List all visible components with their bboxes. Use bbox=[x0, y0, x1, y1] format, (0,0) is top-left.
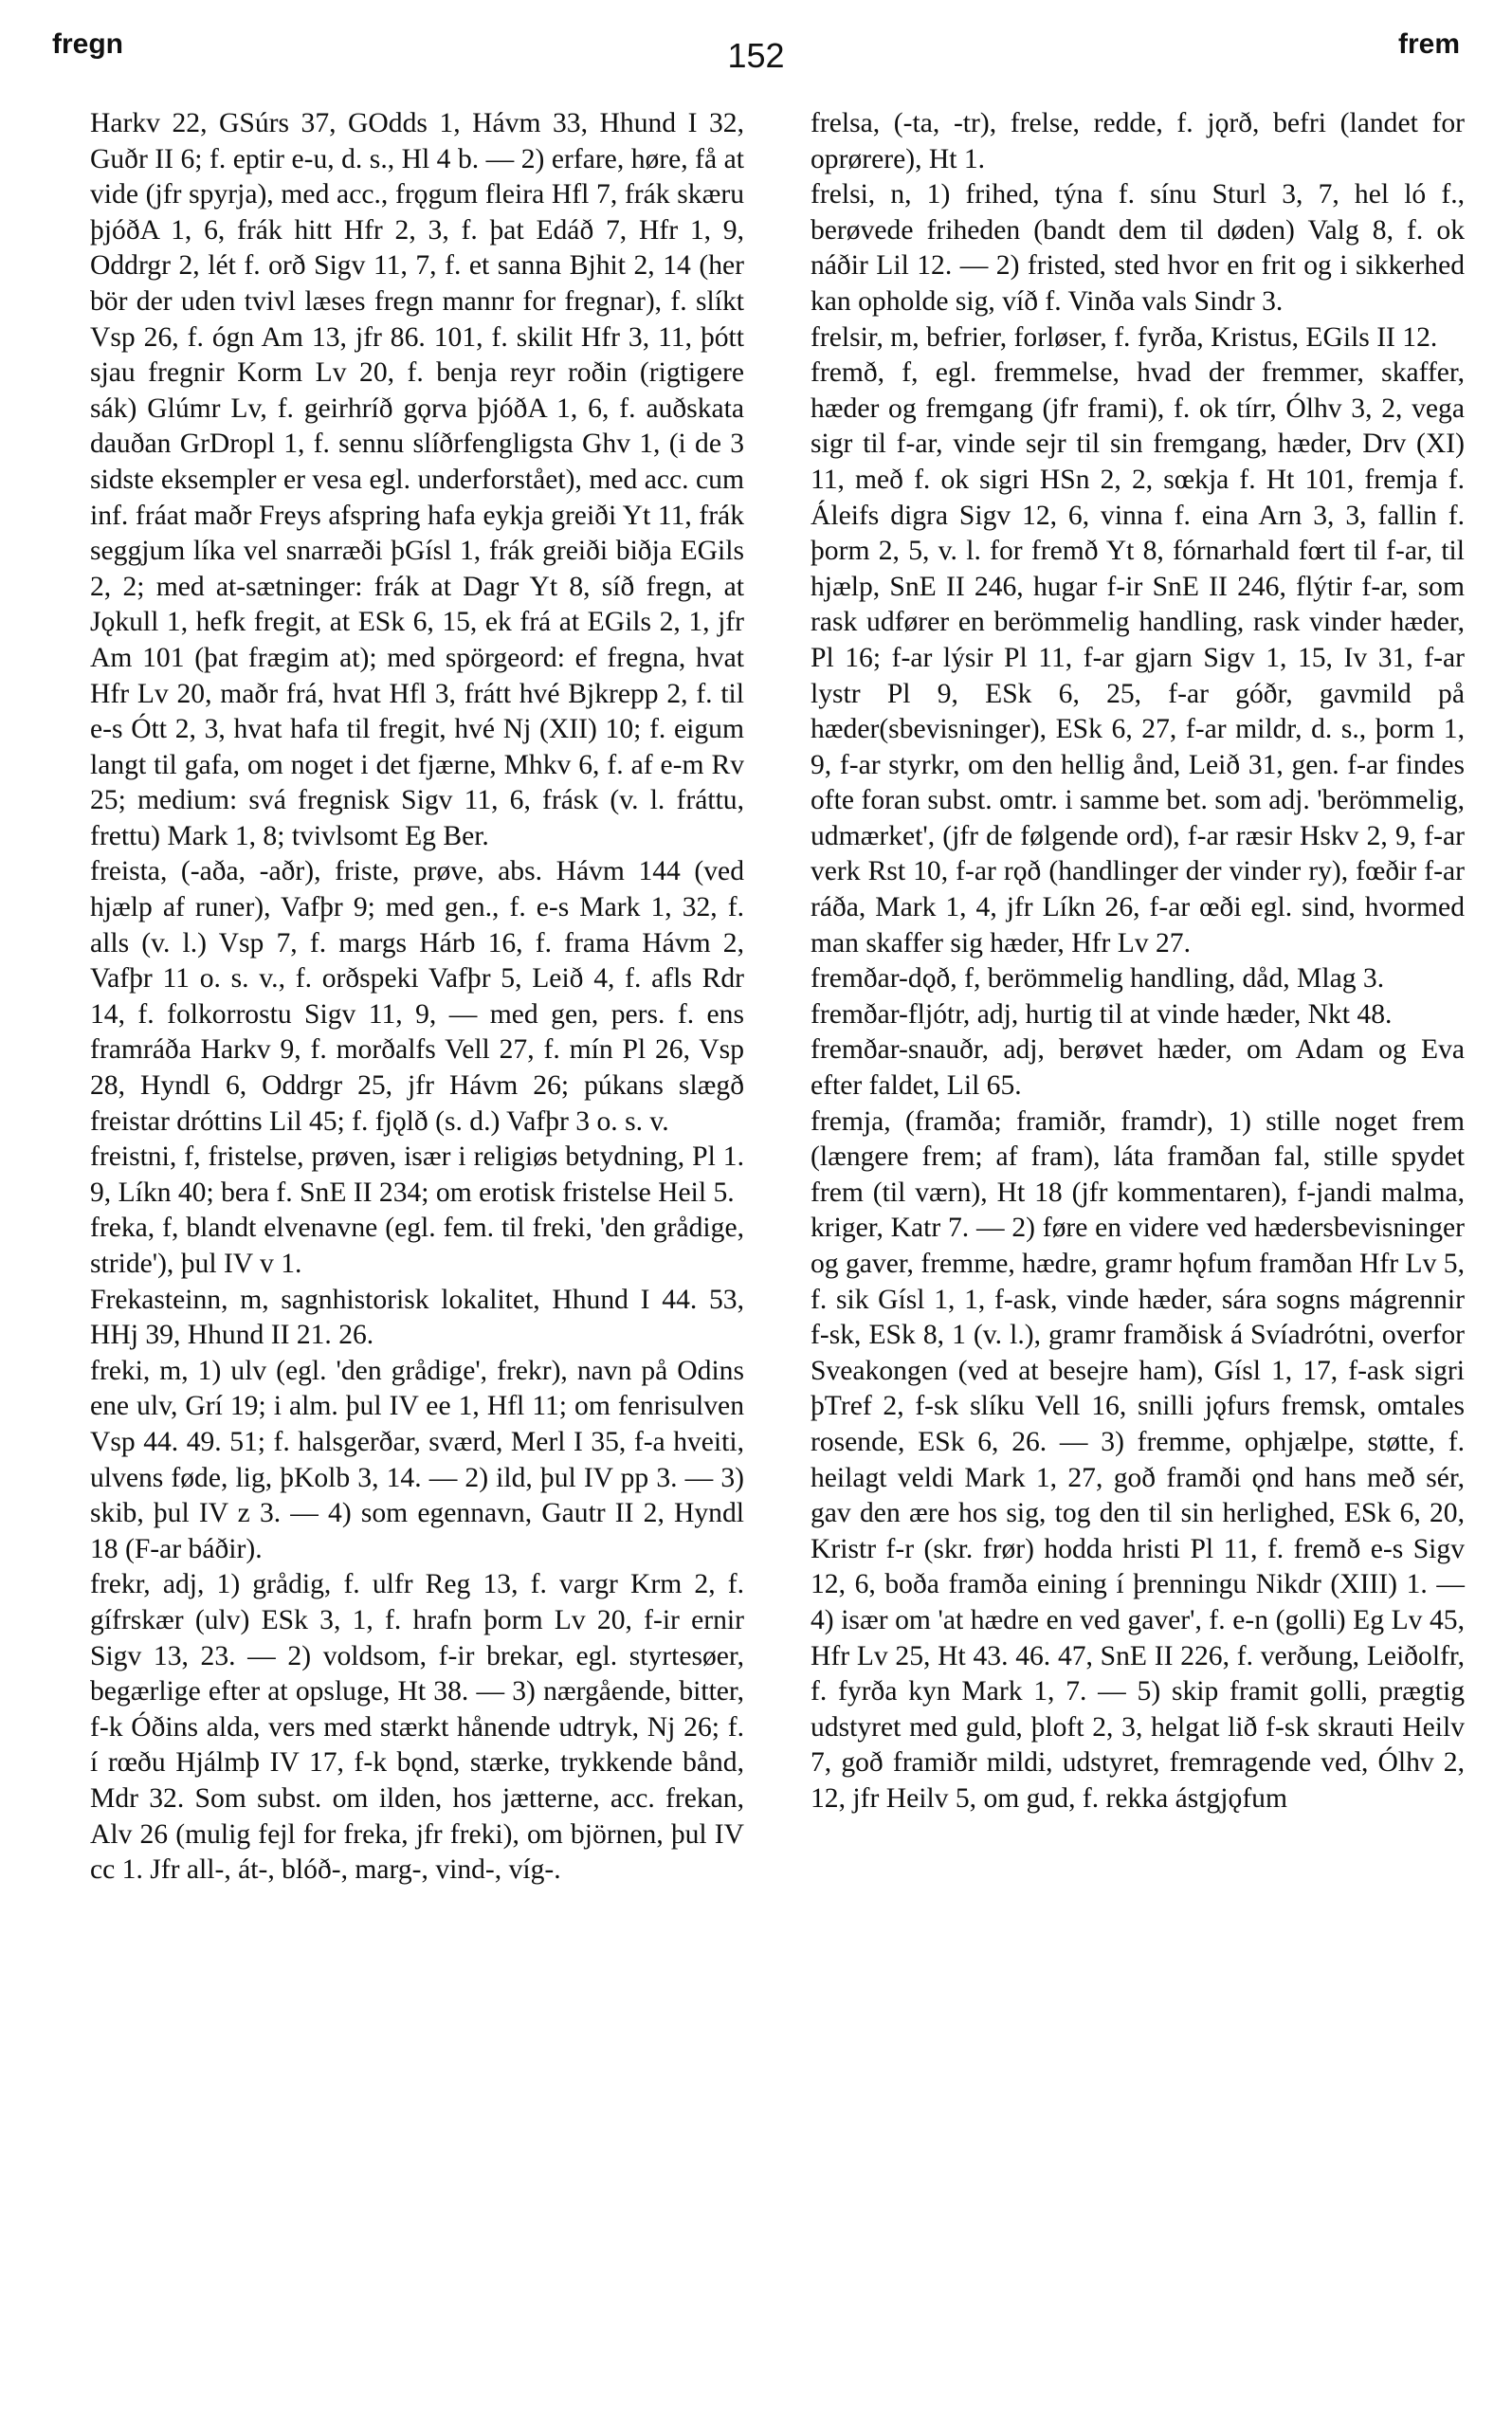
entry-frelsir: frelsir, m, befrier, forløser, f. fyrða, Kristus, EGils II 12. bbox=[811, 321, 1438, 353]
entry-fremja: fremja, (framða; framiðr, framdr), 1) stille noget frem (længere frem; af fram), láta framðan fal, stille spydet frem (til værn), Ht 18 (jfr kommentaren), f-jandi malma, kriger, Katr 7. — 2) føre en videre ved hædersbevisninger og gaver, fremme, hædre, gramr hǫfum framðan Hfr Lv 5, f. sik Gísl 1, 1, f-ask, vinde hæder, sára sogns mágrennir f-sk, ESk 8, 1 (v. l.), gramr framðisk á Svíadrótni, overfor Sveakongen (ved at besejre ham), Gísl 1, 17, f-ask sigri þTref 2, f-sk slíku Vell 16, snilli jǫfurs fremsk, omtales rosende, ESk 6, 26. — 3) fremme, ophjælpe, støtte, f. heilagt veldi Mark 1, 27, goð framði ǫnd hans með sér, gav den ære hos sig, tog den til sin herlighed, ESk 6, 20, Kristr f-r (skr. frør) hodda hristi Pl 11, f. fremð e-s Sigv 12, 6, boða framða eining í þrenningu Nikdr (XIII) 1. — 4) især om 'at hædre en ved gaver', f. e-n (golli) Eg Lv 45, Hfr Lv 25, Ht 43. 46. 47, SnE II 226, f. verðung, Leiðolfr, f. fyrða kyn Mark 1, 7. — 5) skip framit golli, prægtig udstyret med guld, þloft 2, 3, helgat lið f-sk skrauti Heilv 7, goð framiðr mildi, udstyret, fremragende ved, Ólhv 2, 12, jfr Heilv 5, om gud, f. rekka ástgjǫfum bbox=[811, 1105, 1465, 1814]
entry-frekasteinn: Frekasteinn, m, sagnhistorisk lokalitet, Hhund I 44. 53, HHj 39, Hhund II 21. 26. bbox=[90, 1284, 744, 1351]
entry-freistni: freistni, f, fristelse, prøven, især i religiøs betydning, Pl 1. 9, Líkn 40; bera f. SnE II 234; om erotisk fristelse Heil 5. bbox=[90, 1141, 744, 1208]
entry-frelsi: frelsi, n, 1) frihed, týna f. sínu Sturl 3, 7, hel ló f., berøvede friheden (bandt dem til døden) Valg 8, f. ok náðir Lil 12. — 2) fristed, sted hvor en frit og i sikkerhed kan opholde sig, víð f. Vinða vals Sindr 3. bbox=[811, 179, 1465, 317]
entry-freka: freka, f, blandt elvenavne (egl. fem. til freki, 'den grådige, stride'), þul IV v 1. bbox=[90, 1213, 744, 1279]
left-column bbox=[90, 106, 744, 1889]
page-header bbox=[52, 28, 1460, 85]
header-right-guide-word: frem bbox=[1397, 28, 1460, 60]
header-left-guide-word: fregn bbox=[52, 28, 123, 60]
entry-freki: freki, m, 1) ulv (egl. 'den grådige', frekr), navn på Odins ene ulv, Grí 19; i alm. þul IV ee 1, Hfl 11; om fenrisulven Vsp 44. 49. 51; f. halsgerðar, sværd, Merl I 35, f-a hveiti, ulvens føde, lig, þKolb 3, 14. — 2) ild, þul IV pp 3. — 3) skib, þul IV z 3. — 4) som egennavn, Gautr II 2, Hyndl 18 (F-ar báðir). bbox=[90, 1355, 744, 1564]
entry-fremd: fremð, f, egl. fremmelse, hvad der fremmer, skaffer, hæder og fremgang (jfr frami), f. ok tírr, Ólhv 3, 2, vega sigr til f-ar, vinde sejr til sin fremgang, hæder, Drv (XI) 11, með f. ok sigri HSn 2, 2, sœkja f. Ht 101, fremja f. Áleifs digra Sigv 12, 6, vinna f. eina Arn 3, 3, fallin f. þorm 2, 5, v. l. for fremð Yt 8, fórnarhald fœrt til f-ar, til hjælp, SnE II 246, hugar f-ir SnE II 246, flýtir f-ar, som rask udfører en berömmelig handling, rask vinder hæder, Pl 16; f-ar lýsir Pl 11, f-ar gjarn Sigv 1, 15, Iv 31, f-ar lystr Pl 9, ESk 6, 25, f-ar góðr, gavmild på hæder(sbevisninger), ESk 6, 27, f-ar mildr, d. s., þorm 1, 9, f-ar styrkr, om den hellig ånd, Leið 31, gen. f-ar findes ofte foran subst. omtr. i samme bet. som adj. 'berömmelig, udmærket', (jfr de følgende ord), f-ar ræsir Hskv 2, 9, f-ar verk Rst 10, f-ar rǫð (handlinger der vinder ry), fœðir f-ar ráða, Mark 1, 4, jfr Líkn 26, f-ar œði egl. sind, hvormed man skaffer sig hæder, Hfr Lv 27. bbox=[811, 357, 1465, 959]
entry-frelsa: frelsa, (-ta, -tr), frelse, redde, f. jǫrð, befri (landet for oprørere), Ht 1. bbox=[811, 108, 1465, 174]
entry-fremdar-dod: fremðar-dǫð, f, berömmelig handling, dåd, Mlag 3. bbox=[811, 963, 1385, 995]
entry-fremdar-fljotr: fremðar-fljótr, adj, hurtig til at vinde hæder, Nkt 48. bbox=[811, 998, 1393, 1030]
entry-freista: freista, (-aða, -aðr), friste, prøve, abs. Hávm 144 (ved hjælp af runer), Vafþr 9; med gen., f. e-s Mark 1, 32, f. alls (v. l.) Vsp 7, f. margs Hárb 16, f. frama Hávm 2, Vafþr 11 o. s. v., f. orðspeki Vafþr 5, Leið 4, f. afls Rdr 14, f. folkorrostu Sigv 11, 9, — med gen, pers. f. ens framráða Harkv 9, f. morðalfs Vell 27, f. mín Pl 26, Vsp 28, Hyndl 6, Oddrgr 25, jfr Hávm 26; púkans slægð freistar dróttins Lil 45; f. fjǫlð (s. d.) Vafþr 3 o. s. v. bbox=[90, 856, 744, 1137]
page-number: 152 bbox=[727, 36, 785, 75]
entry-frekr: frekr, adj, 1) grådig, f. ulfr Reg 13, f. vargr Krm 2, f. gífrskær (ulv) ESk 3, 1, f. hrafn þorm Lv 20, f-ir ernir Sigv 13, 23. — 2) voldsom, f-ir brekar, egl. styrtesøer, begærlige efter at opsluge, Ht 38. — 3) nærgående, bitter, f-k Óðins alda, vers med stærkt hånende udtryk, Nj 26; f. í rœðu Hjálmþ IV 17, f-k bǫnd, stærke, trykkende bånd, Mdr 32. Som subst. om ilden, hos jætterne, acc. frekan, Alv 26 (mulig fejl for freka, jfr freki), om björnen, þul IV cc 1. Jfr all-, át-, blóð-, marg-, vind-, víg-. bbox=[90, 1569, 744, 1886]
right-column bbox=[811, 106, 1465, 1817]
entry-fremdar-snaudr: fremðar-snauðr, adj, berøvet hæder, om Adam og Eva efter faldet, Lil 65. bbox=[811, 1034, 1465, 1102]
entry-continuation: Harkv 22, GSúrs 37, GOdds 1, Hávm 33, Hhund I 32, Guðr II 6; f. eptir e-u, d. s., Hl 4 b. — 2) erfare, høre, få at vide (jfr spyrja), med acc., frǫgum fleira Hfl 7, frák skæru þjóðA 1, 6, frák hitt Hfr 2, 3, f. þat Edáð 7, Hfr 1, 9, Oddrgr 2, lét f. orð Sigv 11, 7, f. et sanna Bjhit 2, 14 (her bör der uden tvivl læses fregn mannr for fregnar), f. slíkt Vsp 26, f. ógn Am 13, jfr 86. 101, f. skilit Hfr 3, 11, þótt sjau fregnir Korm Lv 20, f. benja reyr roðin (rigtigere sák) Glúmr Lv, f. geirhríð gǫrva þjóðA 1, 6, f. auðskata dauðan GrDropl 1, f. sennu slíðrfengligsta Ghv 1, (i de 3 sidste eksempler er vesa egl. underforstået), med acc. cum inf. fráat maðr Freys afspring hafa eykja greiði Yt 11, frák seggjum líka vel snarræði þGísl 1, frák greiði biðja EGils 2, 2; med at-sætninger: frák at Dagr Yt 8, síð fregn, at Jǫkull 1, hefk fregit, at ESk 6, 15, ek frá at EGils 2, 1, jfr Am 101 (þat frægim at); med spörgeord: ef fregna, hvat Hfr Lv 20, maðr frá, hvat Hfl 3, frátt hvé Bjkrepp 2, f. til e-s Ótt 2, 3, hvat hafa til fregit, hvé Nj (XII) 10; f. eigum langt til gafa, om noget i det fjærne, Mhkv 6, f. af e-m Rv 25; medium: svá fregnisk Sigv 11, 6, frásk (v. l. fráttu, frettu) Mark 1, 8; tvivlsomt Eg Ber. bbox=[90, 108, 744, 851]
